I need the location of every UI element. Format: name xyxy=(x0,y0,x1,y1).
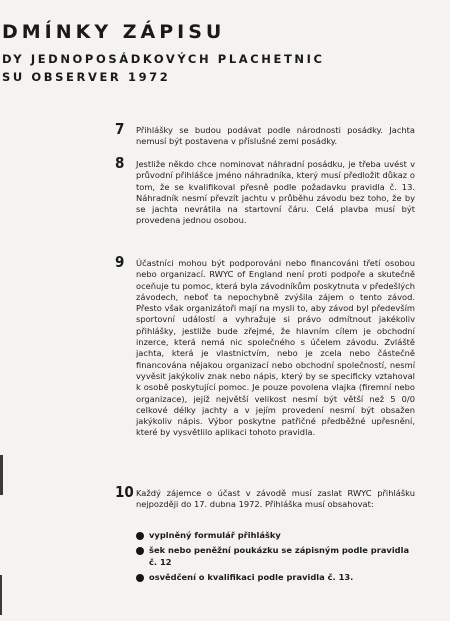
page-title: DMÍNKY ZÁPISU xyxy=(2,21,226,43)
rule-number: 9 xyxy=(115,253,125,271)
bullet-icon xyxy=(136,547,144,555)
rule-text: Každý zájemce o účast v závodě musí zaslat RWYC přihlášku nejpozději do 17. dubna 1972. Přihláška musí obsahovat: xyxy=(136,488,415,510)
list-item-text: šek nebo peněžní poukázku se zápisným podle pravidla č. 12 xyxy=(149,545,410,567)
binding-edge-mark xyxy=(0,455,3,495)
list-item-text: osvědčení o kvalifikaci podle pravidla č. 13. xyxy=(149,571,354,582)
rule-section xyxy=(115,253,415,439)
binding-edge-mark xyxy=(0,575,2,615)
rule-number: 10 xyxy=(115,483,134,501)
rule-text: Jestliže někdo chce nominovat náhradní posádku, je třeba uvést v průvodní přihlášce jméno náhradníka, který musí předložit důkaz o tom, že se kvalifikoval přesně podle požadavku pravidla č. 13. Náhradník nesmí převzít jachtu v průběhu závodu bez toho, že by se jachta nevrátila na startovní čáru. Celá plavba musí být provedena jednou osobou. xyxy=(136,159,415,226)
subtitle-line-2: SU OBSERVER 1972 xyxy=(2,70,171,84)
bullet-icon xyxy=(136,532,144,540)
rule-text: Účastníci mohou být podporováni nebo financováni třetí osobou nebo organizací. RWYC of England není proti podpoře a skutečně oceňuje tu pomoc, která byla závodníkům poskytnuta v předešlých závodech, neboť ta nepochybně zvýšila zájem o tento závod. Přesto však organizátoři mají na mysli to, aby závod byl především sportovní událostí a vyhražuje si právo odmítnout jakékoliv přihlášky, jestliže bude zřejmé, že hlavním cílem je obchodní inzerce, která nemá nic společného s účelem závodu. Zvláště jachta, která je vlastnictvím, nebo je zcela nebo částečně financována nějakou organizací nebo obchodní společností, nesmí vyvěsit jakýkoliv znak nebo nápis, který by se specificky vztahoval k osobě poskytující pomoc. Je pouze povolena vlajka (firemní nebo organizace), jejíž největší velikost nesmí být větší než 5 0/0 celkové délky jachty a v jejím provedení nesmí být obsažen jakýkoliv nápis. Výbor poskytne patřičné předběžné upřesnění, které by vysvětlilo aplikaci tohoto pravidla. xyxy=(136,258,415,438)
subtitle-line-1: DY JEDNOPOSÁDKOVÝCH PLACHETNIC xyxy=(2,52,325,66)
rule-section xyxy=(115,154,415,227)
rule-text: Přihlášky se budou podávat podle národnosti posádky. Jachta nemusí být postavena v příslušné zemi posádky. xyxy=(136,125,415,147)
bullet-icon xyxy=(136,574,144,582)
list-item xyxy=(136,545,416,568)
rule-number: 7 xyxy=(115,120,125,138)
rule-section xyxy=(115,483,415,511)
list-item xyxy=(136,530,416,541)
list-item xyxy=(136,572,416,583)
requirements-list xyxy=(136,530,416,587)
rule-number: 8 xyxy=(115,154,125,172)
rule-section xyxy=(115,120,415,148)
list-item-text: vyplněný formulář přihlášky xyxy=(149,530,281,540)
